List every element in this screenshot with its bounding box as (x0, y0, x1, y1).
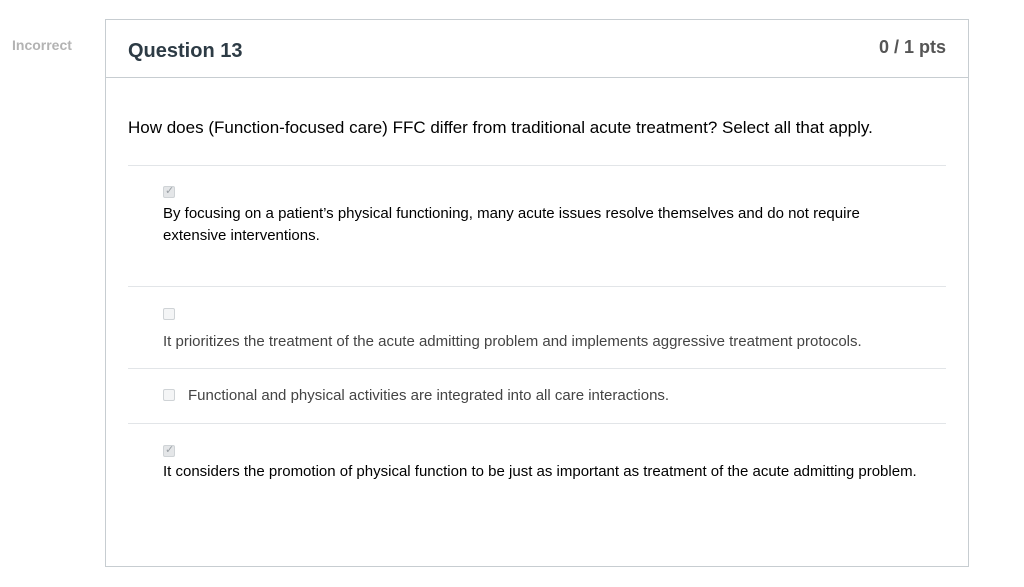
answer-option (128, 424, 946, 544)
question-body (106, 117, 968, 544)
answer-option (128, 369, 946, 424)
answer-label: It prioritizes the treatment of the acute admitting problem and implements aggressive treatment protocols. (163, 333, 862, 350)
answer-label: By focusing on a patient’s physical functioning, many acute issues resolve themselves and do not require extensive interventions. (163, 205, 860, 244)
answer-option (128, 287, 946, 369)
answer-label: Functional and physical activities are integrated into all care interactions. (188, 387, 670, 404)
question-header (106, 20, 968, 78)
answer-checkbox-checked[interactable] (163, 186, 175, 198)
answer-checkbox-checked[interactable] (163, 445, 175, 457)
question-title: Question 13 (128, 40, 243, 62)
checkmark-icon: ✓ (165, 185, 175, 197)
answer-checkbox-unchecked[interactable] (163, 308, 175, 320)
answer-label: It considers the promotion of physical function to be just as important as treatment of the acute admitting problem. (163, 463, 917, 480)
question-card (105, 19, 969, 567)
incorrect-label: Incorrect (12, 37, 72, 53)
question-points: 0 / 1 pts (878, 37, 946, 57)
answer-option (128, 166, 946, 287)
checkmark-icon: ✓ (165, 444, 175, 456)
question-text: How does (Function-focused care) FFC differ from traditional acute treatment? Select all that apply. (128, 117, 946, 166)
answer-checkbox-unchecked[interactable] (163, 389, 175, 401)
